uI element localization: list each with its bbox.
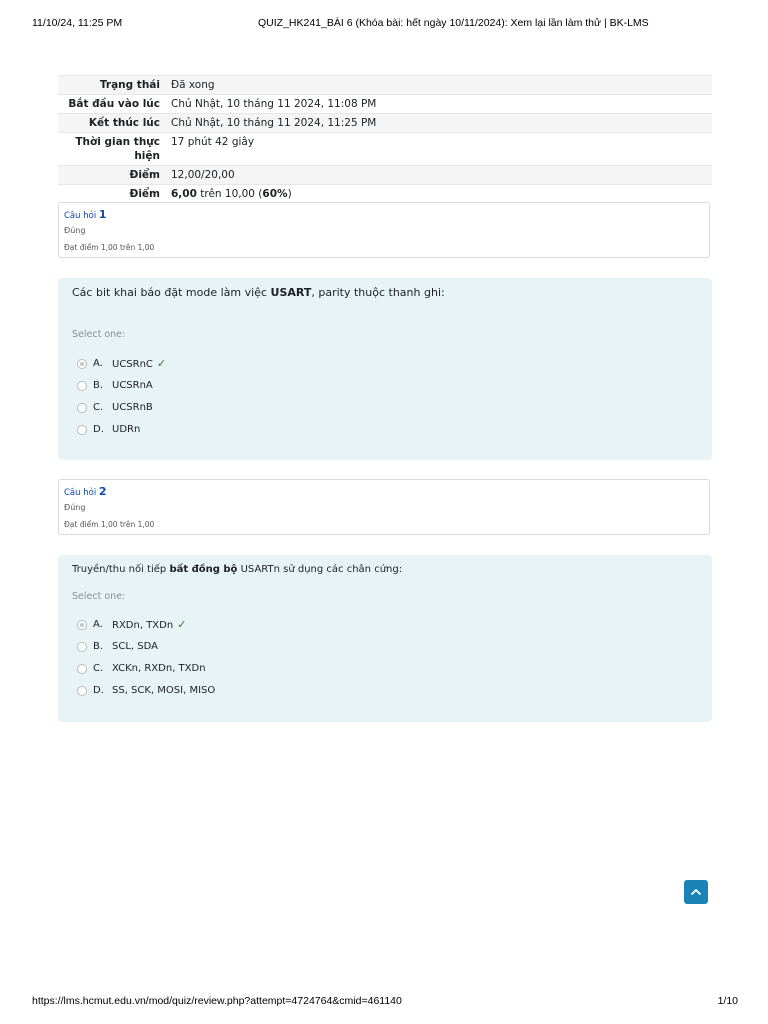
- prompt-emphasis: USART: [270, 286, 312, 299]
- answer-letter: C.: [93, 663, 104, 674]
- summary-value: Đã xong: [166, 76, 712, 95]
- answer-option-c[interactable]: [72, 399, 698, 421]
- summary-value: 12,00/20,00: [166, 166, 712, 185]
- summary-row-duration: [58, 133, 712, 166]
- radio-button[interactable]: [77, 664, 87, 674]
- answer-option-d[interactable]: [72, 682, 698, 704]
- summary-label: Điểm: [58, 166, 166, 185]
- answer-list: [72, 616, 698, 704]
- summary-row-completed: [58, 114, 712, 133]
- answer-letter: B.: [93, 641, 104, 652]
- question-state: Đúng: [64, 503, 86, 512]
- radio-button[interactable]: [77, 381, 87, 391]
- summary-label: Bắt đầu vào lúc: [58, 95, 166, 114]
- summary-row-marks: [58, 166, 712, 185]
- answer-letter: D.: [93, 685, 104, 696]
- prompt-emphasis: bất đồng bộ: [169, 564, 238, 575]
- answer-letter: D.: [93, 424, 104, 435]
- prompt-text: , parity thuộc thanh ghi:: [311, 286, 445, 299]
- question-info-2: [58, 479, 710, 535]
- answer-letter: A.: [93, 358, 103, 369]
- radio-button-checked[interactable]: [77, 620, 87, 630]
- prompt-text: Các bit khai báo đặt mode làm việc: [72, 286, 271, 299]
- question-label: Câu hỏi: [64, 488, 97, 498]
- summary-label: Trạng thái: [58, 76, 166, 95]
- answer-list: [72, 355, 698, 443]
- question-number-value: 2: [98, 485, 107, 498]
- question-grade: Đạt điểm 1,00 trên 1,00: [64, 243, 155, 252]
- summary-label: Điểm: [58, 185, 166, 204]
- grade-score: 6,00: [171, 188, 197, 200]
- question-content-1: [58, 278, 712, 460]
- question-prompt: [72, 563, 698, 577]
- answer-option-b[interactable]: [72, 377, 698, 399]
- prompt-text: Truyền/thu nối tiếp: [72, 564, 170, 575]
- grade-out-of: trên 10,00 (: [196, 188, 263, 200]
- grade-close: ): [287, 188, 292, 200]
- answer-option-d[interactable]: [72, 421, 698, 443]
- print-url: https://lms.hcmut.edu.vn/mod/quiz/review.php?attempt=4724764&cmid=461140: [32, 995, 402, 1007]
- summary-value: [166, 185, 712, 204]
- question-number-value: 1: [98, 208, 107, 221]
- answer-option-a[interactable]: [72, 616, 698, 638]
- summary-value: 17 phút 42 giây: [166, 133, 712, 166]
- radio-button-checked[interactable]: [77, 359, 87, 369]
- answer-text: UDRn: [112, 424, 141, 435]
- question-grade: Đạt điểm 1,00 trên 1,00: [64, 520, 155, 529]
- back-to-top-button[interactable]: [684, 880, 708, 904]
- answer-letter: C.: [93, 402, 104, 413]
- summary-row-state: [58, 76, 712, 95]
- question-number: [64, 208, 704, 223]
- select-one-label: Select one:: [72, 591, 126, 602]
- radio-button[interactable]: [77, 686, 87, 696]
- answer-label: RXDn, TXDn: [112, 620, 174, 631]
- summary-label: Kết thúc lúc: [58, 114, 166, 133]
- check-icon: ✓: [156, 357, 167, 370]
- answer-text: [112, 355, 166, 374]
- answer-option-c[interactable]: [72, 660, 698, 682]
- chevron-up-icon: [690, 886, 702, 898]
- print-page-number: 1/10: [717, 995, 738, 1007]
- radio-button[interactable]: [77, 642, 87, 652]
- summary-value: Chủ Nhật, 10 tháng 11 2024, 11:08 PM: [166, 95, 712, 114]
- question-content-2: [58, 555, 712, 722]
- print-date: 11/10/24, 11:25 PM: [32, 17, 123, 29]
- answer-text: UCSRnA: [112, 380, 153, 391]
- select-one-label: Select one:: [72, 329, 126, 340]
- question-label: Câu hỏi: [64, 211, 97, 221]
- summary-row-started: [58, 95, 712, 114]
- summary-row-grade: [58, 185, 712, 204]
- answer-text: SS, SCK, MOSI, MISO: [112, 685, 216, 696]
- summary-value: Chủ Nhật, 10 tháng 11 2024, 11:25 PM: [166, 114, 712, 133]
- answer-text: XCKn, RXDn, TXDn: [112, 663, 206, 674]
- question-state: Đúng: [64, 226, 86, 235]
- answer-label: UCSRnC: [112, 359, 153, 370]
- answer-option-b[interactable]: [72, 638, 698, 660]
- grade-percent: 60%: [262, 188, 288, 200]
- answer-option-a[interactable]: [72, 355, 698, 377]
- answer-text: [112, 616, 186, 635]
- answer-text: UCSRnB: [112, 402, 153, 413]
- radio-button[interactable]: [77, 425, 87, 435]
- print-page-title: QUIZ_HK241_BÀI 6 (Khóa bài: hết ngày 10/11/2024): Xem lại lần làm thử | BK-LMS: [258, 17, 649, 29]
- prompt-text: USARTn sử dụng các chân cứng:: [237, 564, 403, 575]
- question-prompt: [72, 286, 698, 300]
- answer-letter: A.: [93, 619, 103, 630]
- question-number: [64, 485, 704, 500]
- answer-text: SCL, SDA: [112, 641, 158, 652]
- summary-label: Thời gian thực hiện: [58, 133, 166, 166]
- attempt-summary-table: [58, 75, 712, 203]
- question-info-1: [58, 202, 710, 258]
- radio-button[interactable]: [77, 403, 87, 413]
- answer-letter: B.: [93, 380, 104, 391]
- check-icon: ✓: [177, 618, 187, 631]
